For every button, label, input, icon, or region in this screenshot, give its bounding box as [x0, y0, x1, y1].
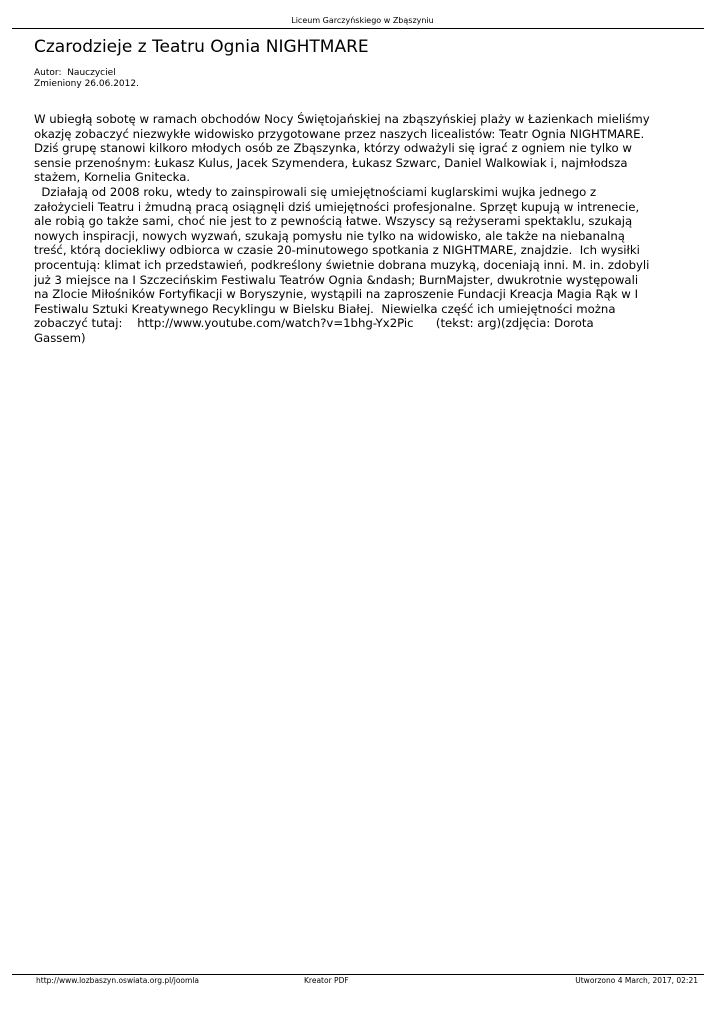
- body-line: ale robią go także sami, choć nie jest to z pewnością łatwe. Wszyscy są reżyserami spektaklu, szukają: [34, 214, 633, 229]
- footer-generator: Kreator PDF: [304, 976, 349, 985]
- body-line: stażem, Kornelia Gnitecka.: [34, 170, 191, 185]
- body-line: zobaczyć tutaj: http://www.youtube.com/watch?v=1bhg-Yx2Pic (tekst: arg)(zdjęcia: Dorota: [34, 316, 594, 331]
- body-line: Działają od 2008 roku, wtedy to zainspirowali się umiejętnościami kuglarskimi wujka jednego z: [34, 184, 597, 199]
- body-line: Festiwalu Sztuki Kreatywnego Recyklingu w Bielsku Białej. Niewielka część ich umiejętności można: [34, 301, 616, 316]
- header-divider: [12, 28, 704, 29]
- footer-created-date: Utworzono 4 March, 2017, 02:21: [575, 976, 698, 985]
- article-body: [34, 112, 684, 346]
- body-line: nowych inspiracji, nowych wyzwań, szukają pomysłu nie tylko na widowisko, ale także na niebanalną: [34, 228, 625, 243]
- body-line: sensie przenośnym: Łukasz Kulus, Jacek Szymendera, Łukasz Szwarc, Daniel Walkowiak i, najmłodsza: [34, 155, 628, 170]
- body-line: W ubiegłą sobotę w ramach obchodów Nocy Świętojańskiej na zbąszyńskiej plaży w Łazienkach mieliśmy: [34, 112, 650, 126]
- article-meta: [34, 68, 139, 90]
- author-line: Autor: Nauczyciel: [34, 68, 116, 78]
- body-line: Dziś grupę stanowi kilkoro młodych osób ze Zbąszynka, którzy odważyli się igrać z ogniem nie tylko w: [34, 141, 632, 156]
- modified-date-line: Zmieniony 26.06.2012.: [34, 79, 139, 89]
- body-line: procentują: klimat ich przedstawień, podkreślony świetnie dobrana muzyką, doceniają inni. M. in. zdobyli: [34, 257, 650, 272]
- footer-divider: [12, 974, 704, 975]
- body-line: okazję zobaczyć niezwykłe widowisko przygotowane przez naszych licealistów: Teatr Ognia NIGHTMARE.: [34, 126, 645, 141]
- body-line: Gassem): [34, 330, 86, 345]
- body-line: założycieli Teatru i żmudną pracą osiągnęli dziś umiejętności profesjonalne. Sprzęt kupują w intrenecie,: [34, 199, 640, 214]
- running-header: Liceum Garczyńskiego w Zbąszyniu: [291, 16, 434, 25]
- article-title: Czarodzieje z Teatru Ognia NIGHTMARE: [34, 37, 369, 57]
- body-line: treść, którą dociekliwy odbiorca w czasie 20-minutowego spotkania z NIGHTMARE, znajdzie. Ich wysiłki: [34, 243, 640, 258]
- footer-url: http://www.lozbaszyn.oswiata.org.pl/joomla: [36, 976, 199, 985]
- body-line: już 3 miejsce na I Szczecińskim Festiwalu Teatrów Ognia &ndash; BurnMajster, dwukrotnie występowali: [34, 272, 639, 287]
- body-line: na Zlocie Miłośników Fortyfikacji w Boryszynie, wystąpili na zaproszenie Fundacji Kreacja Magia Rąk w I: [34, 287, 639, 302]
